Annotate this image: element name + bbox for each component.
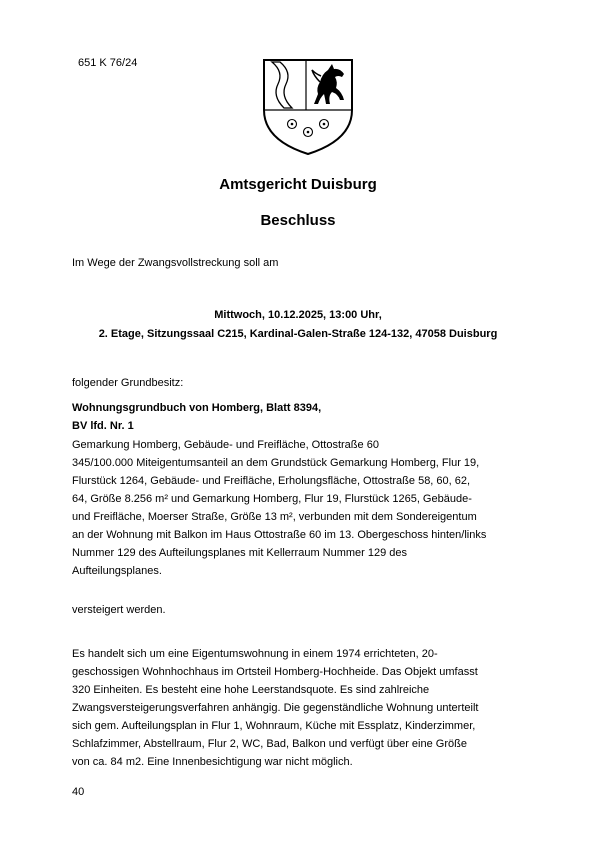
paragraph-line: sich gem. Aufteilungsplan in Flur 1, Wohnraum, Küche mit Essplatz, Kinderzimmer, <box>72 720 476 732</box>
property-label: folgender Grundbesitz: <box>72 377 184 389</box>
court-name: Amtsgericht Duisburg <box>219 176 377 193</box>
paragraph-line: geschossigen Wohnhochhaus im Ortsteil Homberg-Hochheide. Das Objekt umfasst <box>72 666 478 678</box>
object-description-paragraph <box>72 645 478 771</box>
paragraph-line: Schlafzimmer, Abstellraum, Flur 2, WC, Bad, Balkon und verfügt über eine Größe <box>72 738 467 750</box>
bv-number: BV lfd. Nr. 1 <box>72 420 134 432</box>
case-number: 651 K 76/24 <box>78 57 138 69</box>
description-line: Aufteilungsplanes. <box>72 565 162 577</box>
appointment-venue: 2. Etage, Sitzungssaal C215, Kardinal-Galen-Straße 124-132, 47058 Duisburg <box>98 328 498 340</box>
page-number: 40 <box>72 786 85 798</box>
document-type: Beschluss <box>260 212 336 229</box>
description-line: 64, Größe 8.256 m² und Gemarkung Homberg, Flur 19, Flurstück 1265, Gebäude- <box>72 493 472 505</box>
appointment-date: Mittwoch, 10.12.2025, 13:00 Uhr, <box>214 309 382 321</box>
description-line: an der Wohnung mit Balkon im Haus Ottostraße 60 im 13. Obergeschoss hinten/links <box>72 529 487 541</box>
nrw-coat-of-arms-icon <box>258 52 358 156</box>
intro-text: Im Wege der Zwangsvollstreckung soll am <box>72 257 279 269</box>
description-line: Flurstück 1264, Gebäude- und Freifläche, Erholungsfläche, Ottostraße 58, 60, 62, <box>72 475 471 487</box>
property-description <box>72 436 486 580</box>
description-line: 345/100.000 Miteigentumsanteil an dem Grundstück Gemarkung Homberg, Flur 19, <box>72 457 480 469</box>
description-line: Gemarkung Homberg, Gebäude- und Freifläche, Ottostraße 60 <box>72 439 379 451</box>
description-line: Nummer 129 des Aufteilungsplanes mit Kellerraum Nummer 129 des <box>72 547 408 559</box>
description-line: und Freifläche, Moerser Straße, Größe 13 m², verbunden mit dem Sondereigentum <box>72 511 477 523</box>
paragraph-line: Zwangsversteigerungsverfahren anhängig. Die gegenständliche Wohnung unterteilt <box>72 702 479 714</box>
paragraph-line: von ca. 84 m2. Eine Innenbesichtigung war nicht möglich. <box>72 756 353 768</box>
versteigert-text: versteigert werden. <box>72 604 166 616</box>
paragraph-line: 320 Einheiten. Es besteht eine hohe Leerstandsquote. Es sind zahlreiche <box>72 684 430 696</box>
paragraph-line: Es handelt sich um eine Eigentumswohnung in einem 1974 errichteten, 20- <box>72 648 438 660</box>
grundbuch-title: Wohnungsgrundbuch von Homberg, Blatt 8394, <box>72 402 322 414</box>
